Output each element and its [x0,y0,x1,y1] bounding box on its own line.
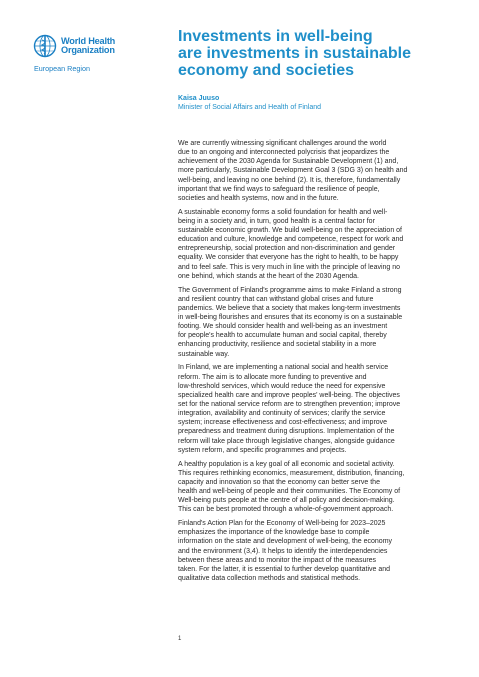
paragraph-line: enhancing productivity, resilience and societal stability in a more [178,341,377,349]
paragraph-line: being in a society and, in turn, good health is a central factor for [178,217,375,225]
paragraph-line: set for the national service reform are to strengthen prevention; improve [178,401,401,408]
paragraph-line: in well-being flourishes and ensures that its economy is on a sustainable [178,314,403,321]
org-name-line1: World Health [61,35,116,46]
paragraph-line: capacity and innovation so that the economy can better serve the [178,478,380,486]
paragraph-line: footing. We should consider health and well-being as an investment [178,323,388,331]
paragraph-line: A healthy population is a key goal of all economic and societal activity. [178,460,395,468]
paragraph-line: system; increase effectiveness and cost-effectiveness; and improve [178,419,388,427]
paragraph-line: We are currently witnessing significant challenges around the world [178,140,387,147]
paragraph-line: societies and health systems, now and in the future. [178,194,339,202]
paragraph-line: A sustainable economy forms a solid foundation for health and well- [178,208,388,216]
paragraph-line: due to an ongoing and interconnected polycrisis that jeopardizes the [178,149,390,157]
paragraph-line: This requires rethinking economics, measurement, distribution, financing, [178,469,405,477]
paragraph [178,460,453,515]
paragraph-line: sustainable economic growth. We build well-being on the appreciation of [178,227,403,234]
author-name: Kaisa Juuso [178,95,220,102]
paragraph-line: important that we find ways to safeguard the resilience of people, [178,185,380,193]
paragraph-line: one behind, which stands at the heart of the 2030 Agenda. [178,272,359,280]
paragraph-line: low-threshold services, which would reduce the need for expensive [178,382,386,390]
paragraph-line: between these areas and to monitor the impact of the measures [178,556,377,564]
title-line-1: Investments in well-being [178,28,373,45]
paragraph-line: and the environment (3,4). It helps to identify the interdependencies [178,547,388,555]
paragraph [178,139,453,203]
paragraph-line: well-being, and leaving no one behind (2). It is, therefore, fundamentally [178,176,401,184]
paragraph-line: reform will take place through legislative changes, alongside guidance [178,437,395,445]
paragraph-line: Finland's Action Plan for the Economy of Well-being for 2023–2025 [178,520,386,528]
author-role: Minister of Social Affairs and Health of Finland [178,104,322,111]
region-label: European Region [34,64,90,73]
paragraph-line: emphasizes the importance of the knowledge base to compile [178,529,370,537]
article-body [178,139,453,588]
paragraph-line: and resilient country that can withstand global crises and future [178,295,374,303]
author-block [178,94,321,112]
paragraph [178,519,453,583]
paragraph-line: achievement of the 2030 Agenda for Sustainable Development (1) and, [178,158,399,166]
paragraph-line: taken. For the latter, it is essential to further develop quantitative and [178,565,391,573]
who-emblem-icon [33,34,57,58]
paragraph-line: preparedness and treatment during disruptions. Implementation of the [178,428,395,436]
paragraph-line: equality. We consider that everyone has the right to health, to be happy [178,254,399,262]
title-line-3: economy and societies [178,62,355,79]
paragraph-line: reform. The aim is to allocate more funding to preventive and [178,373,367,381]
paragraph [178,208,453,281]
paragraph-line: information on the state and development of well-being, the economy [178,538,393,546]
paragraph-line: specialized health care and improve peoples' well-being. The objectives [178,391,400,399]
paragraph-line: education and culture, knowledge and competence, respect for work and [178,236,404,244]
page-title [178,28,448,79]
page-number: 1 [178,636,182,642]
paragraph-line: This can be best promoted through a whole-of-government approach. [178,506,394,514]
paragraph-line: health and well-being of people and their communities. The Economy of [178,488,401,495]
paragraph-line: sustainable way. [178,350,230,358]
paragraph-line: system reform, and specific programmes and projects. [178,446,347,454]
paragraph-line: The Government of Finland's programme aims to make Finland a strong [178,286,402,294]
paragraph-line: for people's health to accumulate human and social capital, thereby [178,332,387,340]
paragraph-line: pandemics. We believe that a society that makes long-term investments [178,304,401,312]
paragraph-line: Well-being puts people at the centre of all policy and decision-making. [178,497,395,505]
paragraph [178,363,453,455]
who-logo [33,34,143,73]
title-line-2: are investments in sustainable [178,45,411,62]
paragraph [178,286,453,359]
paragraph-line: integration, availability and continuity of services; clarify the service [178,410,386,418]
paragraph-line: and to feel safe. This is very much in line with the principle of leaving no [178,263,401,271]
paragraph-line: more particularly, Sustainable Development Goal 3 (SDG 3) on health and [178,167,408,175]
paragraph-line: In Finland, we are implementing a national social and health service [178,364,389,372]
paragraph-line: qualitative data collection methods and statistical methods. [178,575,361,582]
org-name-line2: Organization [61,45,115,55]
paragraph-line: entrepreneurship, social protection and non-discrimination and gender [178,245,396,253]
